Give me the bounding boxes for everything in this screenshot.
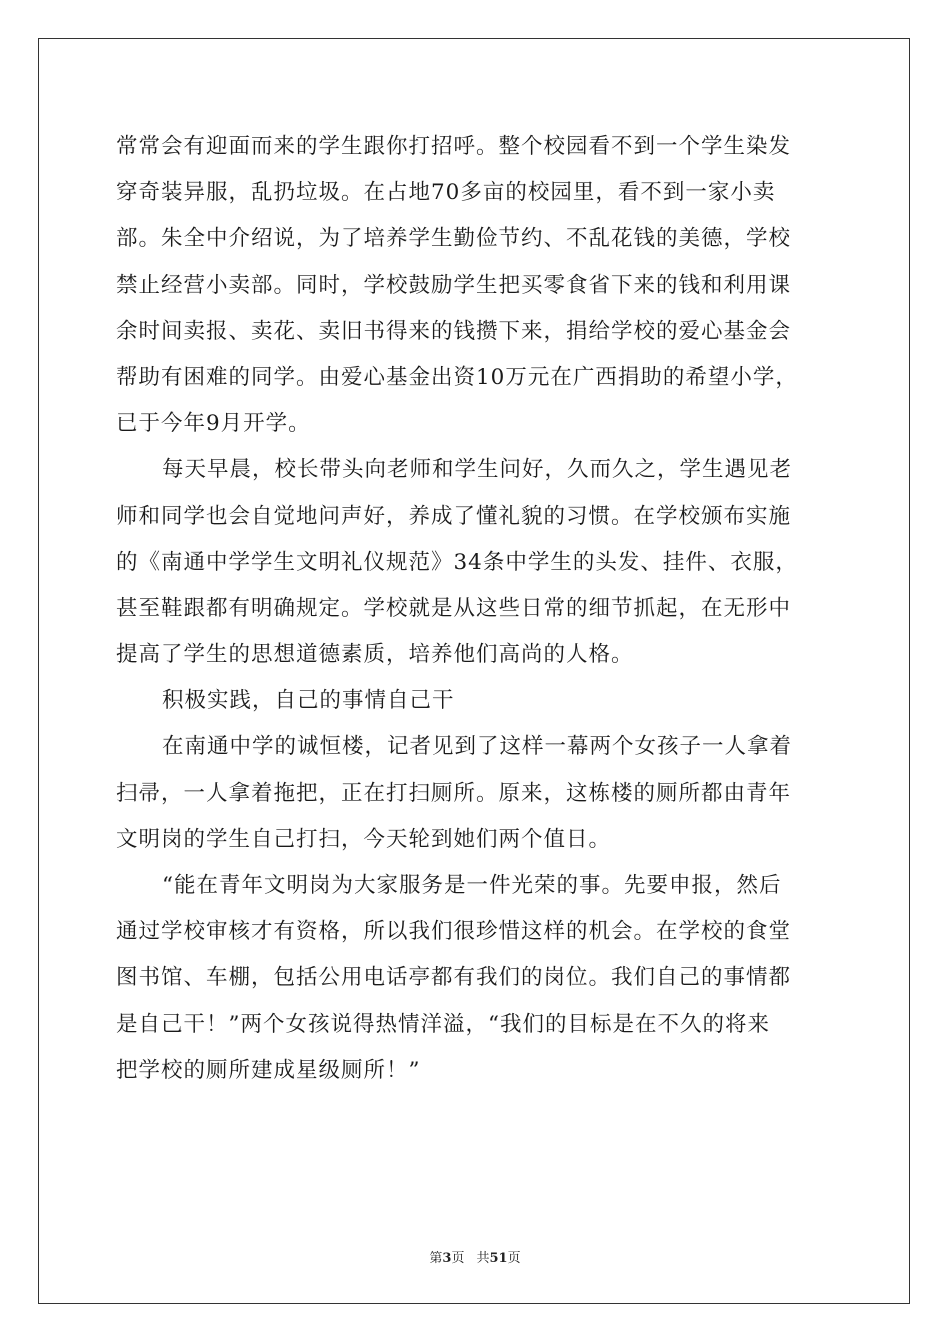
text-line: 常常会有迎面而来的学生跟你打招呼。整个校园看不到一个学生染发: [116, 134, 792, 159]
text-line: “能在青年文明岗为大家服务是一件光荣的事。先要申报，然后: [162, 873, 782, 898]
text-line: 甚至鞋跟都有明确规定。学校就是从这些日常的细节抓起，在无形中: [116, 595, 792, 621]
paragraph-1: [116, 124, 836, 447]
text-line: 部。朱全中介绍说，为了培养学生勤俭节约、不乱花钱的美德，学校: [116, 226, 792, 252]
document-body: [116, 124, 836, 1094]
text-line: 通过学校审核才有资格，所以我们很珍惜这样的机会。在学校的食堂: [116, 919, 792, 945]
text-line: 图书馆、车棚，包括公用电话亭都有我们的岗位。我们自己的事情都: [116, 965, 792, 991]
text-line: 余时间卖报、卖花、卖旧书得来的钱攒下来，捐给学校的爱心基金会: [116, 318, 792, 344]
section-heading-text: 积极实践，自己的事情自己干: [162, 688, 455, 714]
section-heading: [116, 678, 836, 724]
page-number: 3: [442, 1251, 452, 1266]
text-line: 把学校的厕所建成星级厕所！”: [116, 1057, 421, 1083]
text-line: 帮助有困难的同学。由爱心基金出资10万元在广西捐助的希望小学，: [116, 364, 798, 390]
page-prefix: 第: [429, 1251, 443, 1266]
paragraph-4: [116, 863, 836, 1094]
paragraph-3: [116, 724, 836, 863]
text-line: 扫帚，一人拿着拖把，正在打扫厕所。原来，这栋楼的厕所都由青年: [116, 780, 792, 806]
text-line: 禁止经营小卖部。同时，学校鼓励学生把买零食省下来的钱和利用课: [116, 272, 792, 298]
page-suffix: 页: [451, 1251, 465, 1266]
text-line: 提高了学生的思想道德素质，培养他们高尚的人格。: [116, 642, 634, 668]
total-prefix: 共: [476, 1251, 490, 1266]
text-line: 已于今年9月开学。: [116, 411, 311, 437]
text-line: 是自己干！”两个女孩说得热情洋溢，“我们的目标是在不久的将来: [116, 1011, 770, 1037]
text-line: 在南通中学的诚恒楼，记者见到了这样一幕两个女孩子一人拿着: [162, 734, 793, 760]
total-suffix: 页: [507, 1251, 521, 1266]
text-line: 每天早晨，校长带头向老师和学生问好，久而久之，学生遇见老: [162, 457, 793, 483]
text-line: 穿奇装异服，乱扔垃圾。在占地70多亩的校园里，看不到一家小卖: [116, 180, 776, 206]
total-pages: 51: [489, 1251, 508, 1266]
page-footer: [0, 1247, 950, 1266]
text-line: 文明岗的学生自己打扫，今天轮到她们两个值日。: [116, 826, 612, 852]
text-line: 师和同学也会自觉地问声好，养成了懂礼貌的习惯。在学校颁布实施: [116, 503, 792, 529]
text-line: 的《南通中学学生文明礼仪规范》34条中学生的头发、挂件、衣服，: [116, 549, 798, 575]
paragraph-2: [116, 447, 836, 678]
